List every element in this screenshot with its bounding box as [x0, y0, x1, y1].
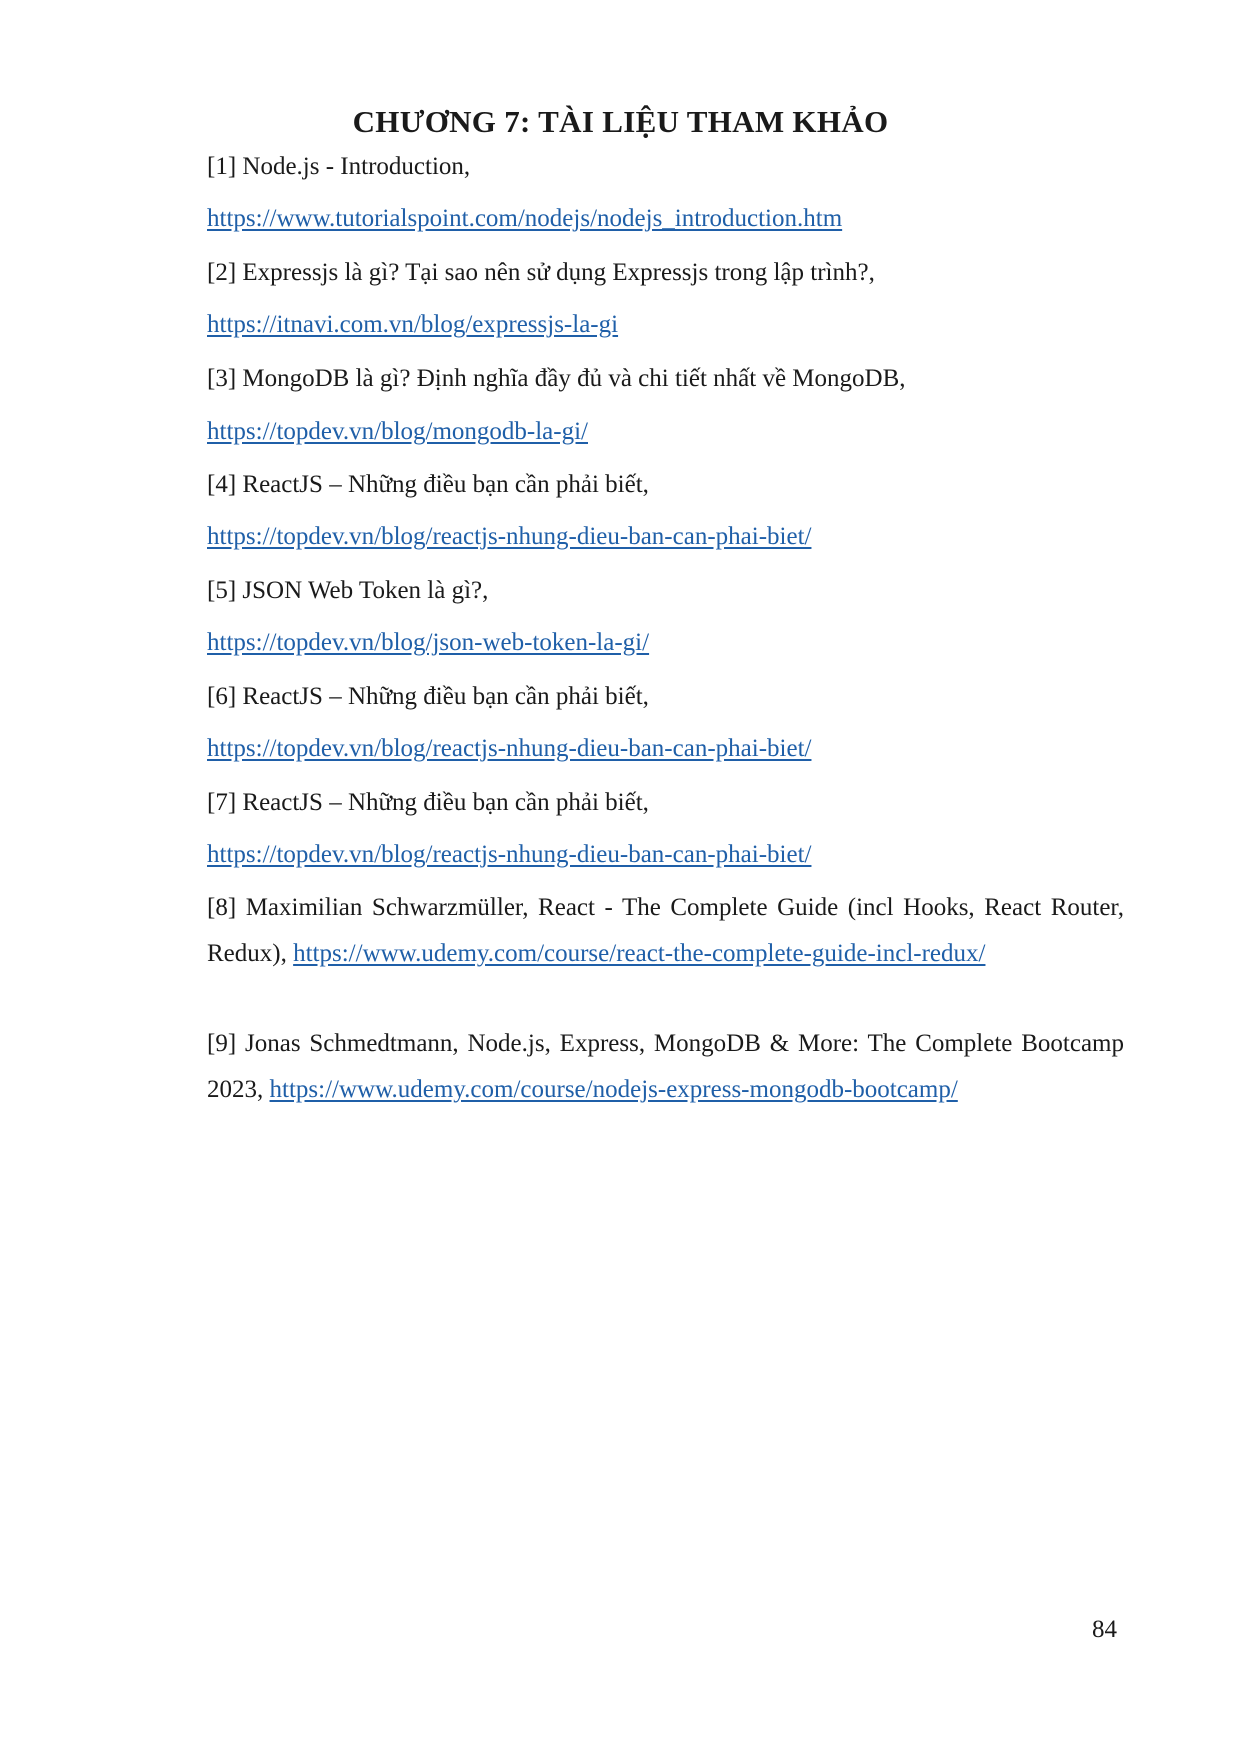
reference-9 [207, 1021, 1124, 1113]
reference-4-label: [4] ReactJS – Những điều bạn cần phải biết, [207, 471, 649, 498]
reference-7-label: [7] ReactJS – Những điều bạn cần phải biết, [207, 789, 649, 816]
page-title: CHƯƠNG 7: TÀI LIỆU THAM KHẢO [352, 104, 889, 139]
page-number: 84 [1092, 1616, 1117, 1643]
reference-8 [207, 885, 1124, 977]
reference-5-label: [5] JSON Web Token là gì?, [207, 577, 489, 604]
reference-8-label: [8] Maximilian Schwarzmüller, React - The Complete Guide (incl Hooks, React Router, Redux), [207, 894, 1124, 967]
reference-2-label: [2] Expressjs là gì? Tại sao nên sử dụng Expressjs trong lập trình?, [207, 259, 875, 286]
reference-9-label: [9] Jonas Schmedtmann, Node.js, Express, MongoDB & More: The Complete Bootcamp 2023, [207, 1030, 1124, 1103]
reference-5-link[interactable]: https://topdev.vn/blog/json-web-token-la-gi/ [207, 629, 650, 656]
reference-4-link[interactable]: https://topdev.vn/blog/reactjs-nhung-dieu-ban-can-phai-biet/ [207, 523, 812, 550]
reference-8-link[interactable]: https://www.udemy.com/course/react-the-complete-guide-incl-redux/ [293, 940, 986, 967]
reference-3-link[interactable]: https://topdev.vn/blog/mongodb-la-gi/ [207, 418, 588, 445]
reference-6-label: [6] ReactJS – Những điều bạn cần phải biết, [207, 683, 649, 710]
reference-3-label: [3] MongoDB là gì? Định nghĩa đầy đủ và chi tiết nhất về MongoDB, [207, 365, 906, 392]
reference-9-link[interactable]: https://www.udemy.com/course/nodejs-express-mongodb-bootcamp/ [269, 1076, 958, 1103]
reference-6-link[interactable]: https://topdev.vn/blog/reactjs-nhung-dieu-ban-can-phai-biet/ [207, 735, 812, 762]
reference-1-label: [1] Node.js - Introduction, [207, 153, 471, 180]
reference-2-link[interactable]: https://itnavi.com.vn/blog/expressjs-la-gi [207, 311, 619, 338]
reference-1-link[interactable]: https://www.tutorialspoint.com/nodejs/nodejs_introduction.htm [207, 205, 843, 232]
reference-7-link[interactable]: https://topdev.vn/blog/reactjs-nhung-dieu-ban-can-phai-biet/ [207, 841, 812, 868]
